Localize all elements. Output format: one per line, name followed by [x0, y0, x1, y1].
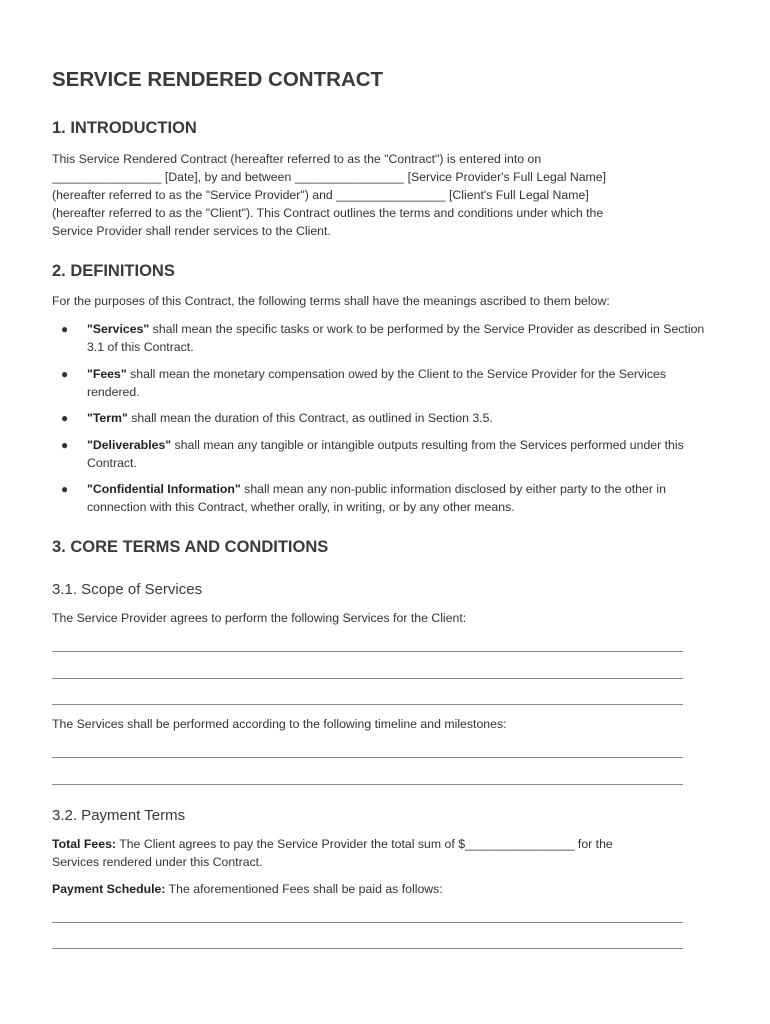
fill-in-line [52, 948, 683, 949]
section-heading-definitions: 2. DEFINITIONS [52, 262, 175, 280]
payment-schedule-label: Payment Schedule: [52, 882, 166, 896]
definition-term: "Term" [87, 411, 128, 425]
subsection-heading-payment: 3.2. Payment Terms [52, 807, 186, 824]
list-item [52, 480, 717, 516]
fill-in-line [52, 922, 683, 923]
payment-schedule-line [52, 882, 443, 896]
total-fees-line-2: Services rendered under this Contract. [52, 855, 263, 869]
definition-text: shall mean any tangible or intangible outputs resulting from the Services performed under this Contract. [87, 437, 684, 470]
fill-in-line [52, 784, 683, 785]
payment-schedule-text: The aforementioned Fees shall be paid as follows: [165, 882, 443, 896]
intro-line: (hereafter referred to as the "Client"). This Contract outlines the terms and conditions under which the [52, 206, 604, 220]
definition-text: shall mean the duration of this Contract, as outlined in Section 3.5. [127, 411, 493, 425]
definition-term: "Services" [87, 322, 150, 336]
fill-in-line [52, 757, 683, 758]
bullet-icon: ● [61, 411, 69, 425]
list-item [52, 436, 717, 472]
fill-in-line [52, 704, 683, 705]
intro-line: This Service Rendered Contract (hereafter referred to as the "Contract") is entered into on [52, 152, 542, 166]
bullet-icon: ● [61, 366, 69, 381]
list-item [52, 409, 717, 427]
definition-text: shall mean the specific tasks or work to be performed by the Service Provider as described in Section 3.1 of this Contract. [87, 322, 705, 354]
definition-text: shall mean the monetary compensation owed by the Client to the Service Provider for the Services rendered. [87, 366, 666, 399]
definitions-lead: For the purposes of this Contract, the following terms shall have the meanings ascribed to them below: [52, 294, 610, 308]
total-fees-text: The Client agrees to pay the Service Provider the total sum of $________________ for the [116, 837, 613, 851]
intro-line: (hereafter referred to as the "Service Provider") and ________________ [Client's Full Legal Name] [52, 188, 589, 202]
definitions-list [52, 320, 717, 525]
fill-in-line [52, 678, 683, 679]
definition-text: shall mean any non-public information disclosed by either party to the other in connection with this Contract, whether orally, in writing, or by any other means. [87, 482, 666, 514]
bullet-icon: ● [61, 482, 69, 496]
total-fees-label: Total Fees: [52, 837, 117, 851]
definition-term: "Confidential Information" [87, 482, 241, 496]
intro-line: ________________ [Date], by and between ________________ [Service Provider's Full Legal Name] [52, 170, 607, 184]
subsection-heading-scope: 3.1. Scope of Services [52, 581, 203, 598]
total-fees-line [52, 837, 613, 851]
list-item [52, 365, 717, 401]
section-heading-introduction: 1. INTRODUCTION [52, 119, 197, 137]
scope-lead: The Service Provider agrees to perform the following Services for the Client: [52, 611, 467, 625]
list-item [52, 320, 717, 356]
definition-term: "Fees" [87, 366, 127, 381]
section-heading-core-terms: 3. CORE TERMS AND CONDITIONS [52, 538, 329, 556]
bullet-icon: ● [61, 322, 69, 336]
timeline-lead: The Services shall be performed according to the following timeline and milestones: [52, 717, 507, 731]
bullet-icon: ● [61, 437, 69, 452]
document-title: SERVICE RENDERED CONTRACT [52, 68, 384, 91]
intro-line: Service Provider shall render services to the Client. [52, 224, 331, 238]
introduction-paragraph [52, 150, 717, 240]
fill-in-line [52, 651, 683, 652]
definition-term: "Deliverables" [87, 437, 172, 452]
